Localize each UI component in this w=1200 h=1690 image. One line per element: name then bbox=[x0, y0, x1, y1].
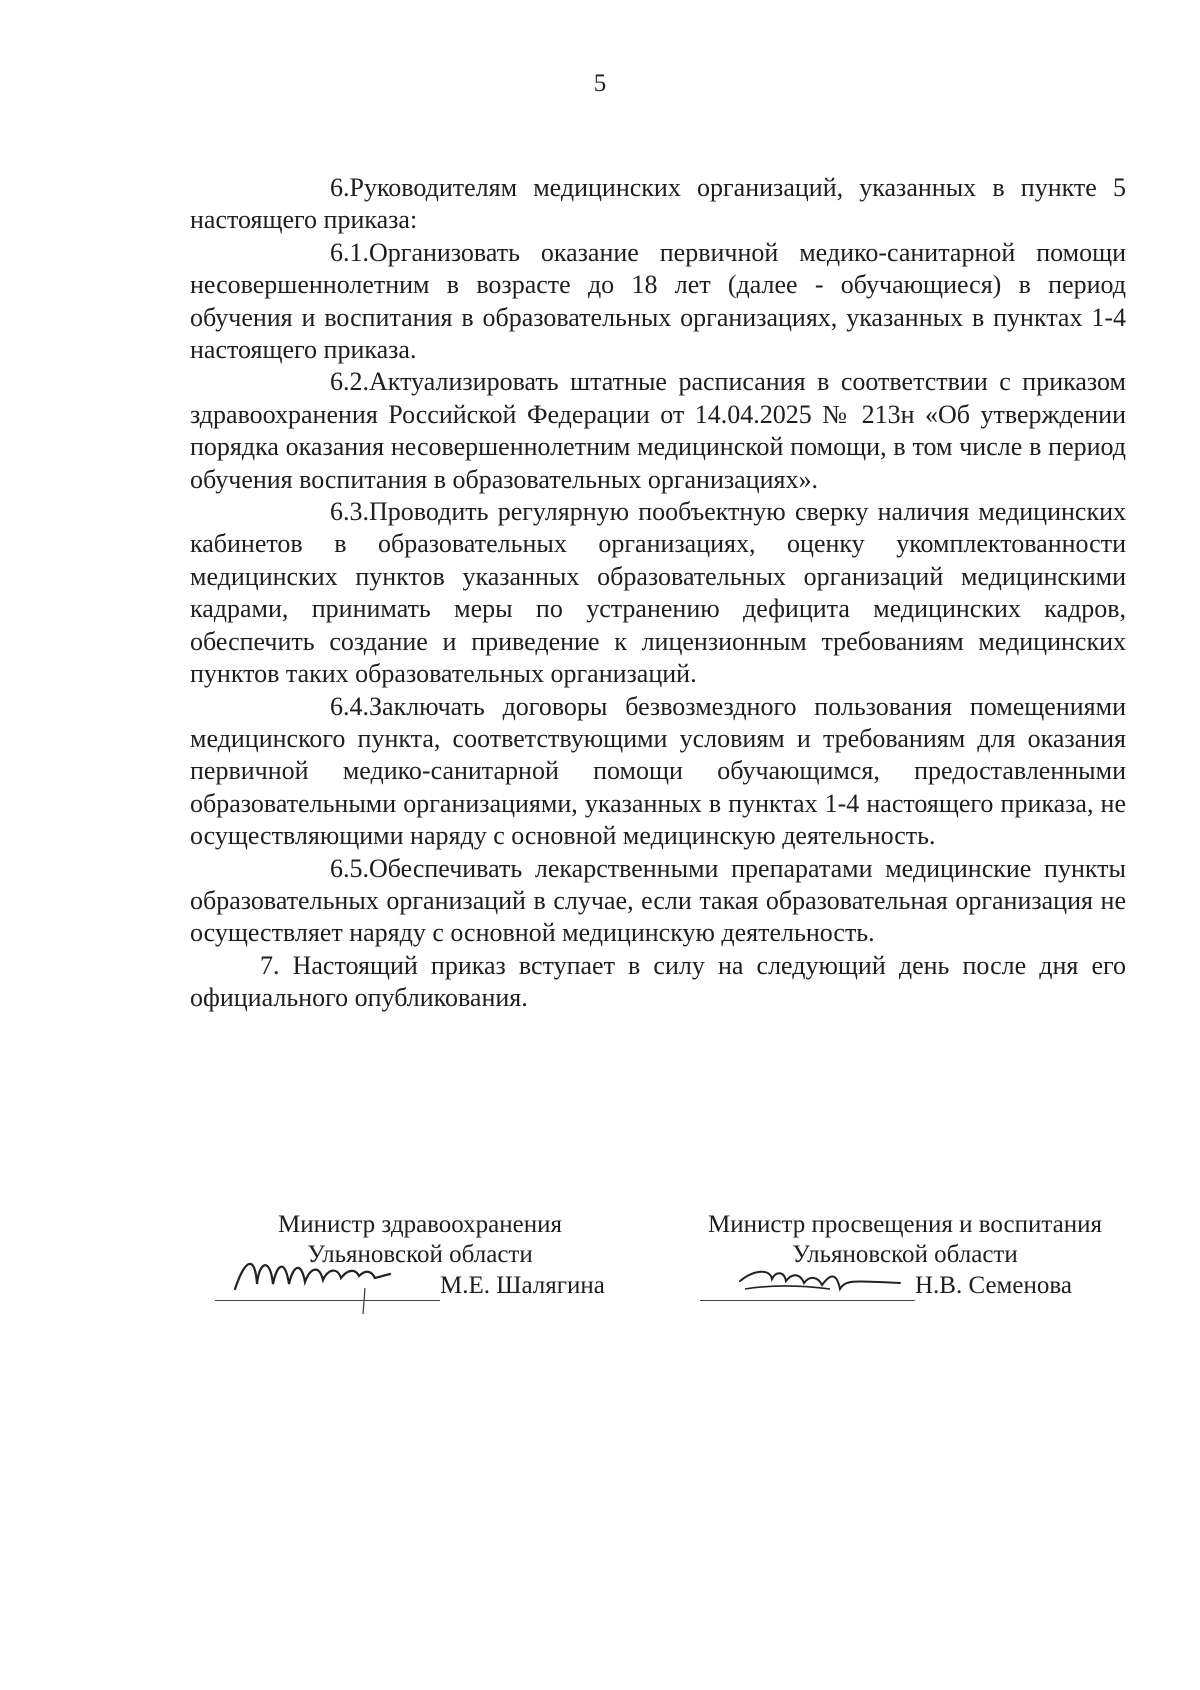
handwritten-signature bbox=[215, 1244, 415, 1304]
signatory-title: Министр просвещения и воспитания bbox=[708, 1211, 1102, 1238]
signatory-region: Ульяновской области bbox=[307, 1241, 533, 1268]
paragraph-6-4 bbox=[190, 691, 1126, 853]
document-body bbox=[190, 172, 1126, 1015]
paragraph-number: 6.4. bbox=[330, 691, 369, 721]
paragraph-7 bbox=[190, 950, 1126, 1015]
paragraph-number: 6.1. bbox=[330, 237, 369, 267]
paragraph-6-2 bbox=[190, 366, 1126, 496]
paragraph-6-1 bbox=[190, 237, 1126, 367]
signatory-region: Ульяновской области bbox=[792, 1241, 1018, 1268]
signatures-section bbox=[0, 1210, 1200, 1330]
signatory-title: Министр здравоохранения bbox=[277, 1211, 563, 1238]
paragraph-text: Актуализировать штатные расписания в соответствии с приказом здравоохранения Российской Федерации от 14.04.2025 № 213н «Об утверждении порядка оказания несовершеннолетним медицинской помощи, в том числе в период обучения воспитания в образовательных организациях». bbox=[190, 367, 1126, 494]
page-number: 5 bbox=[593, 70, 607, 97]
paragraph-6 bbox=[190, 172, 1126, 237]
signature-line bbox=[700, 1270, 1120, 1302]
paragraph-number: 6. bbox=[330, 173, 350, 202]
signature-underline bbox=[215, 1270, 440, 1301]
paragraph-6-5 bbox=[190, 853, 1126, 950]
paragraph-number: 6.5. bbox=[330, 853, 369, 883]
paragraph-text: Руководителям медицинских организаций, указанных в пункте 5 настоящего приказа: bbox=[190, 173, 1126, 235]
signature-block-health-minister bbox=[255, 1210, 605, 1299]
paragraph-text: 7. Настоящий приказ вступает в силу на следующий день после дня его официального опубликования. bbox=[190, 950, 1126, 1013]
signatory-name: М.Е. Шалягина bbox=[440, 1272, 605, 1299]
signature-block-education-minister bbox=[680, 1210, 1130, 1299]
paragraph-text: Заключать договоры безвозмездного пользования помещениями медицинского пункта, соответствующими условиям и требованиям для оказания первичной медико-санитарной помощи обучающимся, предоставленными образовательными организациями, указанных в пунктах 1-4 настоящего приказа, не осуществляющими наряду с основной медицинскую деятельность. bbox=[190, 691, 1126, 851]
signatory-name: Н.В. Семенова bbox=[915, 1272, 1072, 1299]
paragraph-6-3 bbox=[190, 496, 1126, 690]
handwritten-signature bbox=[700, 1259, 910, 1304]
paragraph-number: 6.2. bbox=[330, 367, 369, 397]
paragraph-number: 6.3. bbox=[330, 497, 369, 527]
signature-line bbox=[215, 1270, 615, 1302]
paragraph-text: Организовать оказание первичной медико-санитарной помощи несовершеннолетним в возрасте до 18 лет (далее - обучающиеся) в период обучения и воспитания в образовательных организациях, указанных в пунктах 1-4 настоящего приказа. bbox=[190, 237, 1126, 365]
paragraph-text: Обеспечивать лекарственными препаратами медицинские пункты образовательных организаций в случае, если такая образовательная организация не осуществляет наряду с основной медицинскую деятельность. bbox=[190, 853, 1126, 948]
paragraph-text: Проводить регулярную пообъектную сверку наличия медицинских кабинетов в образовательных организациях, оценку укомплектованности медицинских пунктов указанных образовательных организаций медицинскими кадрами, принимать меры по устранению дефицита медицинских кадров, обеспечить создание и приведение к лицензионным требованиям медицинских пунктов таких образовательных организаций. bbox=[190, 497, 1126, 689]
signature-underline bbox=[700, 1270, 915, 1301]
